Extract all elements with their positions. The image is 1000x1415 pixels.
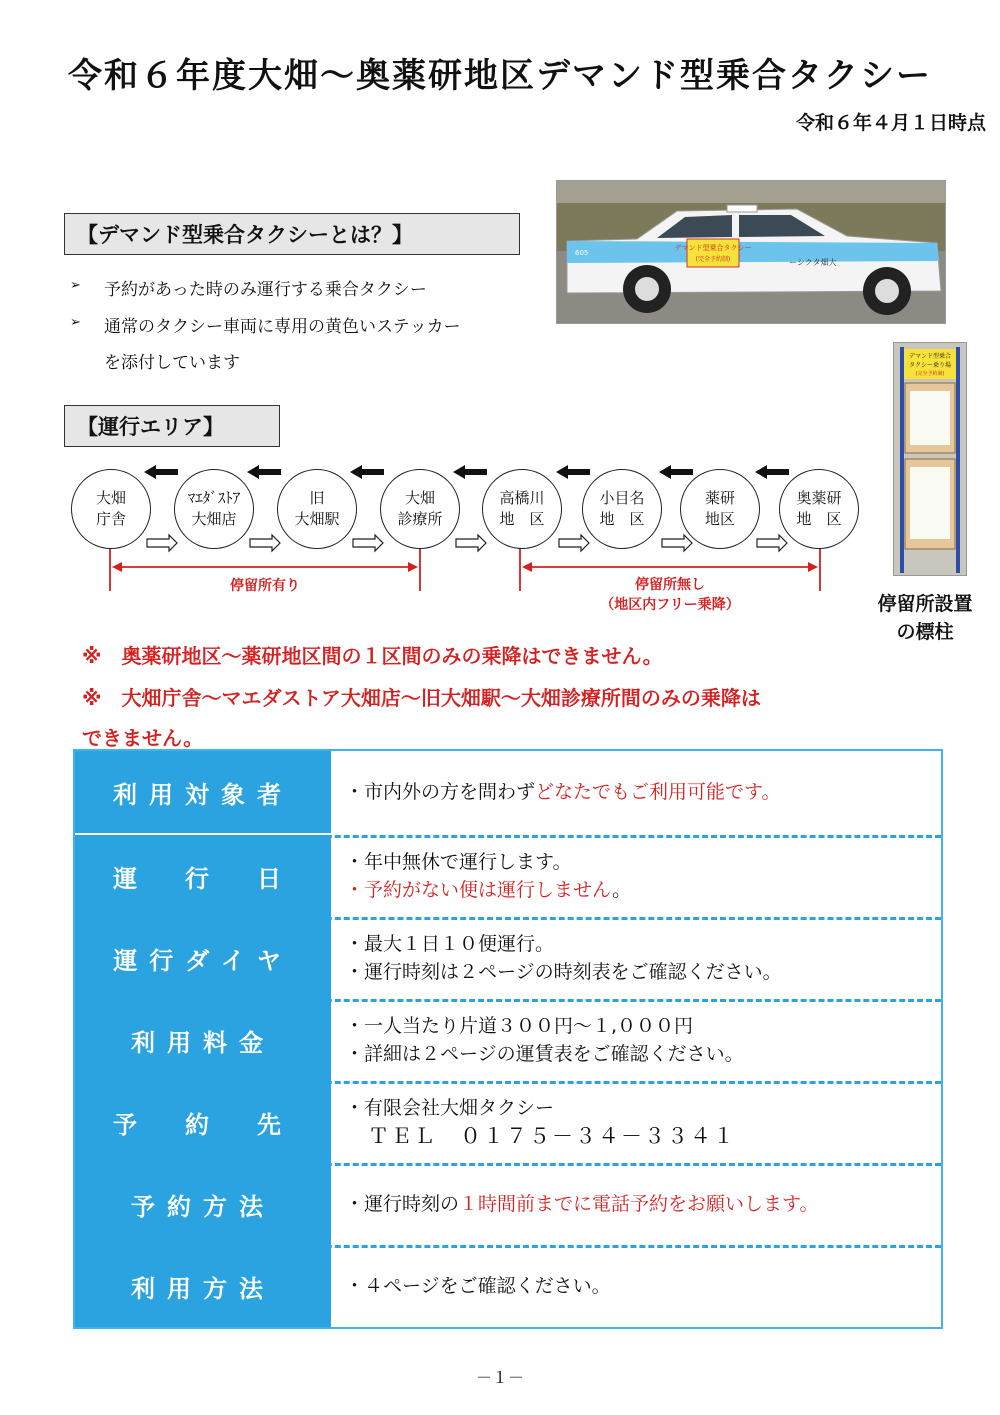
segment-label-line: 停留所無し — [635, 577, 705, 593]
right-arrow-icon — [353, 535, 383, 551]
segment-label-free — [570, 575, 770, 615]
pole-caption-line: 停留所設置 — [877, 593, 973, 615]
car-number: 605 — [575, 249, 589, 257]
bullet-text: を添付しています — [104, 353, 240, 373]
sticker-sub-text: (完全予約制) — [695, 256, 731, 263]
route-stop: 高橋川 地 区 — [482, 469, 562, 549]
page-title: 令和６年度大畑～奥薬研地区デマンド型乗合タクシー — [68, 56, 932, 96]
info-row-target — [75, 751, 941, 833]
left-arrow-icon — [556, 465, 590, 479]
bullet-item — [70, 312, 461, 337]
section-heading-area: 【運行エリア】 — [64, 405, 280, 447]
row-value: ・最大１日１０便運行。 ・運行時刻は２ページの時刻表をご確認ください。 — [345, 933, 782, 983]
row-label: 予約方法 — [75, 1163, 331, 1245]
route-stop: 大畑 診療所 — [380, 469, 460, 549]
warning-note: できません。 — [82, 726, 204, 750]
pole-sign-text: デマンド型乗合 — [908, 353, 952, 360]
info-table — [73, 749, 943, 1329]
info-row-days — [75, 835, 941, 917]
arrow-bullet-icon: ➢ — [70, 278, 81, 293]
right-arrow-icon — [456, 535, 486, 551]
section-heading-what: 【デマンド型乗合タクシーとは？】 — [64, 213, 520, 255]
right-arrow-icon — [662, 535, 692, 551]
route-stop: 旧 大畑駅 — [277, 469, 357, 549]
taxi-photo — [556, 180, 946, 324]
row-label: 運行ダイヤ — [75, 917, 331, 999]
row-value: ・運行時刻の１時間前までに電話予約をお願いします。 — [345, 1193, 819, 1215]
right-arrow-icon — [147, 535, 177, 551]
pole-caption-line: の標柱 — [896, 621, 954, 643]
left-arrow-icon — [453, 465, 487, 479]
arrow-bullet-icon: ➢ — [70, 315, 81, 330]
left-arrow-icon — [755, 465, 789, 479]
row-value: ・年中無休で運行します。 ・予約がない便は運行しません。 — [345, 851, 632, 901]
door-text: ーシクタ畑大 — [789, 258, 837, 267]
bullet-item — [70, 275, 427, 300]
warning-note: ※ 奥薬研地区～薬研地区間の１区間のみの乗降はできません。 — [82, 644, 663, 668]
route-stop: ﾏｴﾀﾞｽﾄｱ 大畑店 — [174, 469, 254, 549]
left-arrow-icon — [659, 465, 693, 479]
as-of-date: 令和６年４月１日時点 — [795, 112, 986, 134]
row-label: 利用方法 — [75, 1245, 331, 1327]
info-row-booking — [75, 1163, 941, 1245]
info-row-usage — [75, 1245, 941, 1327]
left-arrow-icon — [247, 465, 281, 479]
bullet-text: 予約があった時のみ運行する乗合タクシー — [104, 280, 427, 300]
route-stop: 大畑 庁舎 — [71, 469, 151, 549]
page-number: －１－ — [475, 1368, 524, 1387]
phone-number: ＴＥＬ ０１７５－３４－３３４１ — [345, 1124, 736, 1148]
left-arrow-icon — [350, 465, 384, 479]
pole-sign-text: タクシー乗り場 — [908, 362, 952, 369]
row-value: ・市内外の方を問わずどなたでもご利用可能です。 — [345, 781, 781, 803]
route-diagram — [0, 455, 1000, 625]
route-stop: 奥薬研 地 区 — [779, 469, 859, 549]
info-row-schedule — [75, 917, 941, 999]
info-row-contact — [75, 1081, 941, 1163]
route-stop: 小目名 地 区 — [582, 469, 662, 549]
bullet-text: 通常のタクシー車両に専用の黄色いステッカー — [104, 317, 461, 337]
right-arrow-icon — [559, 535, 589, 551]
right-arrow-icon — [757, 535, 787, 551]
route-stop: 薬研 地区 — [680, 469, 760, 549]
row-value: ・一人当たり片道３００円～１,０００円 ・詳細は２ページの運賃表をご確認ください。 — [345, 1015, 744, 1065]
warning-note: ※ 大畑庁舎～マエダストア大畑店～旧大畑駅～大畑診療所間のみの乗降は — [82, 686, 761, 710]
row-label: 運 行 日 — [75, 835, 331, 917]
bullet-item — [70, 348, 240, 373]
sticker-text: デマンド型乗合タクシー — [674, 244, 752, 252]
info-row-fare — [75, 999, 941, 1081]
row-label: 予 約 先 — [75, 1081, 331, 1163]
pole-sign-text: (完全予約制) — [915, 371, 945, 377]
right-arrow-icon — [250, 535, 280, 551]
segment-label-line: （地区内フリー乗降） — [600, 597, 740, 613]
row-value: ・有限会社大畑タクシー ＴＥＬ ０１７５－３４－３３４１ — [345, 1081, 931, 1163]
left-arrow-icon — [144, 465, 178, 479]
row-value: ・４ページをご確認ください。 — [345, 1275, 611, 1297]
row-label: 利用料金 — [75, 999, 331, 1081]
segment-label-with-stops: 停留所有り — [230, 578, 300, 594]
row-label: 利用対象者 — [75, 751, 331, 833]
